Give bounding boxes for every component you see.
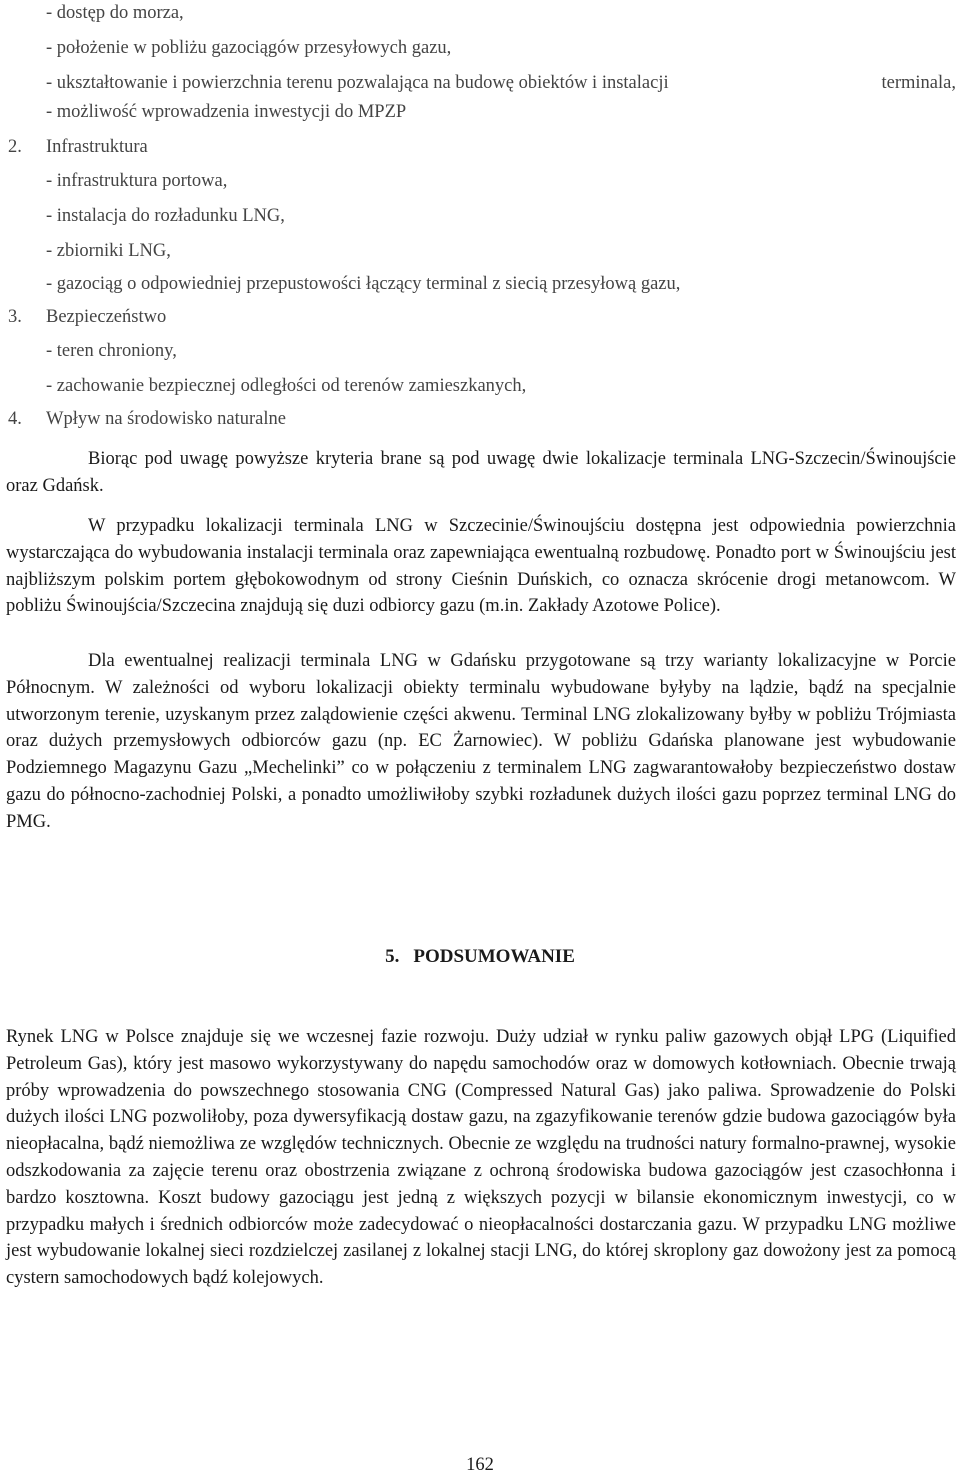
list-item: - instalacja do rozładunku LNG, [46, 206, 285, 226]
section-heading-wplyw [8, 406, 286, 432]
list-item: - teren chroniony, [46, 341, 177, 361]
section-number: 4. [8, 409, 22, 429]
section-heading-infrastruktura [8, 134, 148, 160]
section-title: Bezpieczeństwo [46, 307, 167, 327]
section-number: 3. [8, 307, 22, 327]
list-item: - infrastruktura portowa, [46, 171, 228, 191]
paragraph-szczecin: W przypadku lokalizacji terminala LNG w Szczecinie/Świnoujściu dostępna jest odpowiednia powierzchnia wystarczająca do wybudowania instalacji terminala oraz zapewniająca ewentualną rozbudowę. Ponadto port w Świnoujściu jest najbliższym polskim portem głębokowodnym od strony Cieśnin Duńskich, co oznacza skrócenie drogi metanowcom. W pobliżu Świnoujścia/Szczecina znajdują się duzi odbiorcy gazu (m.in. Zakłady Azotowe Police). [6, 516, 956, 617]
paragraph-gdansk: Dla ewentualnej realizacji terminala LNG w Gdańsku przygotowane są trzy warianty lokalizacyjne w Porcie Północnym. W zależności od wyboru lokalizacji obiekty terminalu wybudowane byłyby na lądzie, bądź na specjalnie utworzonym terenie, uzyskanym przez zalądowienie części akwenu. Terminal LNG zlokalizowany byłby w pobliżu Trójmiasta oraz dużych przemysłowych odbiorców gazu (np. EC Żarnowiec). W pobliżu Gdańska planowane jest wybudowanie Podziemnego Magazynu Gazu „Mechelinki” co w połączeniu z terminalem LNG zagwarantowałoby bezpieczeństwo dostaw gazu do północno-zachodniej Polski, a ponadto umożliwiłoby szybki rozładunek dużych ilości gazu poprzez terminal LNG do PMG. [6, 651, 956, 832]
list-item: - zbiorniki LNG, [46, 241, 171, 261]
heading-title: PODSUMOWANIE [413, 946, 575, 967]
section-heading-bezpieczenstwo [8, 304, 166, 330]
list-item: - położenie w pobliżu gazociągów przesyłowych gazu, [46, 38, 452, 58]
section-heading-podsumowanie [0, 944, 960, 970]
section-title: Wpływ na środowisko naturalne [46, 409, 286, 429]
paragraph-podsumowanie: Rynek LNG w Polsce znajduje się we wczesnej fazie rozwoju. Duży udział w rynku paliw gazowych objął LPG (Liquified Petroleum Gas), który jest masowo wykorzystywany do napędu samochodów oraz w domowych kotłowniach. Obecnie trwają próby wprowadzenia do powszechnego stosowania CNG (Compressed Natural Gas) jako paliwa. Sprowadzenie do Polski dużych ilości LNG pozwoliłoby, poza dywersyfikacją dostaw gazu, na zgazyfikowanie terenów gdzie budowa gazociągów była nieopłacalna, bądź niemożliwa ze względów technicznych. Obecnie ze względu na trudności natury formalno-prawnej, wysokie odszkodowania za zajęcie terenu oraz obostrzenia związane z ochroną środowiska budowa gazociągów jest czasochłonna i bardzo kosztowna. Koszt budowy gazociągu jest jedną z większych pozycji w bilansie ekonomicznym inwestycji, co w przypadku małych i średnich odbiorców może zadecydować o nieopłacalności dostarczania gazu. W przypadku LNG możliwe jest wybudowanie lokalnej sieci rozdzielczej zasilanej z lokalnej stacji LNG, do której skroplony gaz dowożony jest za pomocą cystern samochodowych bądź kolejowych. [6, 1027, 956, 1289]
list-item: - zachowanie bezpiecznej odległości od terenów zamieszkanych, [46, 376, 527, 396]
section-title: Infrastruktura [46, 137, 148, 157]
list-item: - ukształtowanie i powierzchnia terenu pozwalająca na budowę obiektów i instalacji [46, 73, 669, 93]
list-item: - dostęp do morza, [46, 3, 184, 23]
heading-number: 5. [385, 946, 400, 967]
list-item-tail: terminala, [881, 73, 956, 93]
paragraph-lokalizacje: Biorąc pod uwagę powyższe kryteria brane są pod uwagę dwie lokalizacje terminala LNG-Szczecin/Świnoujście oraz Gdańsk. [6, 449, 956, 496]
list-item: - możliwość wprowadzenia inwestycji do MPZP [46, 102, 407, 122]
list-item: - gazociąg o odpowiedniej przepustowości łączący terminal z siecią przesyłową gazu, [46, 274, 681, 294]
section-number: 2. [8, 137, 22, 157]
page-number: 162 [466, 1455, 494, 1475]
